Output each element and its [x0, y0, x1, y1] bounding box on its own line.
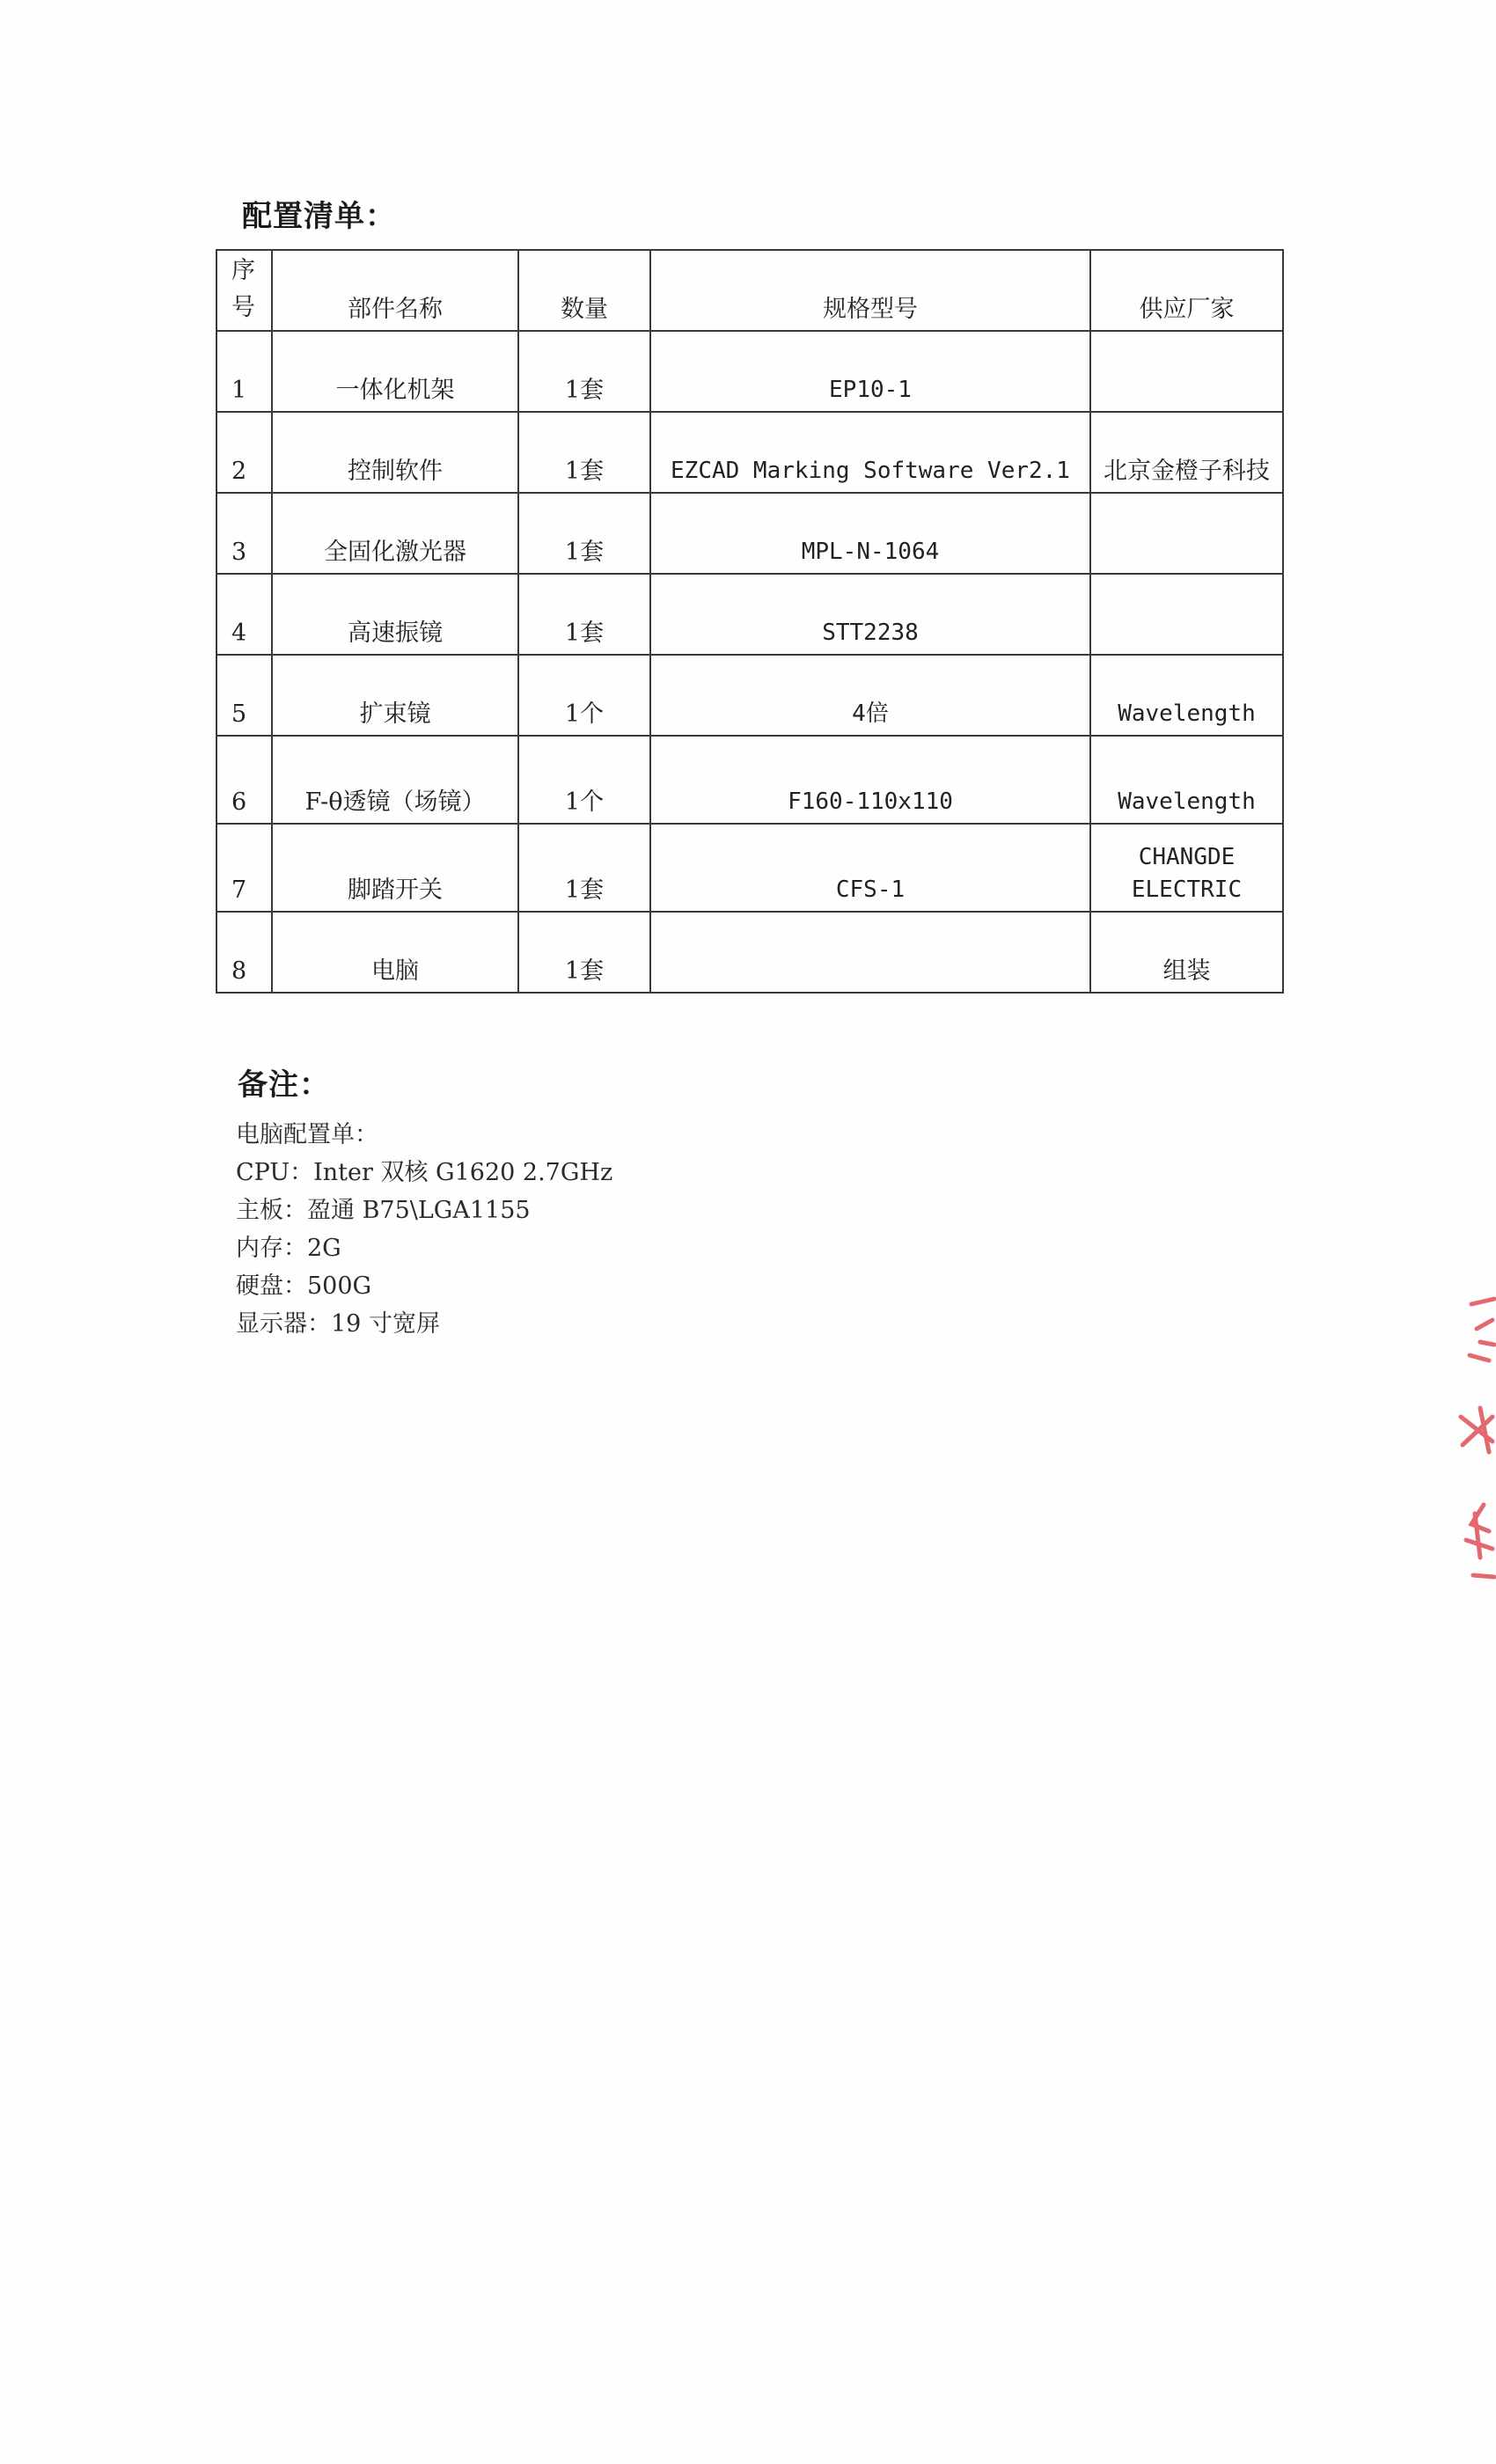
cell-name: F-θ透镜（场镜）	[272, 736, 518, 824]
cell-name: 脚踏开关	[272, 824, 518, 912]
cell-index: 7	[216, 824, 272, 912]
table-row	[216, 574, 1283, 655]
cell-spec: MPL-N-1064	[650, 493, 1090, 574]
cell-qty: 1套	[518, 574, 650, 655]
notes-line: 电脑配置单：	[236, 1121, 378, 1148]
cell-spec: CFS-1	[650, 824, 1090, 912]
cell-index: 2	[216, 412, 272, 493]
notes-line: CPU：Inter 双核 G1620 2.7GHz	[236, 1159, 613, 1186]
config-list-title: 配置清单：	[242, 199, 396, 234]
cell-name: 控制软件	[272, 412, 518, 493]
cell-spec	[650, 912, 1090, 993]
header-index: 序 号	[216, 250, 272, 331]
cell-qty: 1套	[518, 912, 650, 993]
cell-index: 5	[216, 655, 272, 736]
cell-qty: 1套	[518, 824, 650, 912]
cell-spec: STT2238	[650, 574, 1090, 655]
table-header-row	[216, 250, 1283, 331]
red-seal-fragment-icon	[1454, 1294, 1496, 1584]
cell-name: 高速振镜	[272, 574, 518, 655]
cell-supplier: CHANGDE ELECTRIC	[1090, 824, 1283, 912]
notes-body	[236, 1116, 612, 1343]
cell-index: 4	[216, 574, 272, 655]
cell-spec: F160-110x110	[650, 736, 1090, 824]
table-row	[216, 824, 1283, 912]
cell-qty: 1个	[518, 655, 650, 736]
cell-qty: 1套	[518, 493, 650, 574]
notes-line: 主板：盈通 B75\LGA1155	[236, 1197, 531, 1224]
notes-line: 显示器：19 寸宽屏	[236, 1310, 440, 1338]
notes-line: 硬盘：500G	[236, 1272, 372, 1300]
cell-name: 扩束镜	[272, 655, 518, 736]
header-qty: 数量	[518, 250, 650, 331]
cell-spec: 4倍	[650, 655, 1090, 736]
header-spec: 规格型号	[650, 250, 1090, 331]
header-supplier: 供应厂家	[1090, 250, 1283, 331]
cell-supplier: Wavelength	[1090, 655, 1283, 736]
table-row	[216, 736, 1283, 824]
cell-spec: EP10-1	[650, 331, 1090, 412]
cell-index: 6	[216, 736, 272, 824]
cell-name: 一体化机架	[272, 331, 518, 412]
cell-qty: 1个	[518, 736, 650, 824]
notes-title: 备注：	[238, 1067, 330, 1103]
cell-index: 1	[216, 331, 272, 412]
table-row	[216, 655, 1283, 736]
cell-supplier: 北京金橙子科技	[1090, 412, 1283, 493]
config-table	[216, 249, 1284, 994]
cell-supplier	[1090, 493, 1283, 574]
table-row	[216, 412, 1283, 493]
cell-supplier: Wavelength	[1090, 736, 1283, 824]
cell-name: 电脑	[272, 912, 518, 993]
table-row	[216, 493, 1283, 574]
table-row	[216, 331, 1283, 412]
cell-supplier: 组装	[1090, 912, 1283, 993]
cell-index: 8	[216, 912, 272, 993]
cell-supplier	[1090, 331, 1283, 412]
cell-spec: EZCAD Marking Software Ver2.1	[650, 412, 1090, 493]
table-row	[216, 912, 1283, 993]
cell-qty: 1套	[518, 331, 650, 412]
cell-qty: 1套	[518, 412, 650, 493]
cell-name: 全固化激光器	[272, 493, 518, 574]
header-name: 部件名称	[272, 250, 518, 331]
cell-index: 3	[216, 493, 272, 574]
notes-line: 内存：2G	[236, 1235, 341, 1262]
cell-supplier	[1090, 574, 1283, 655]
